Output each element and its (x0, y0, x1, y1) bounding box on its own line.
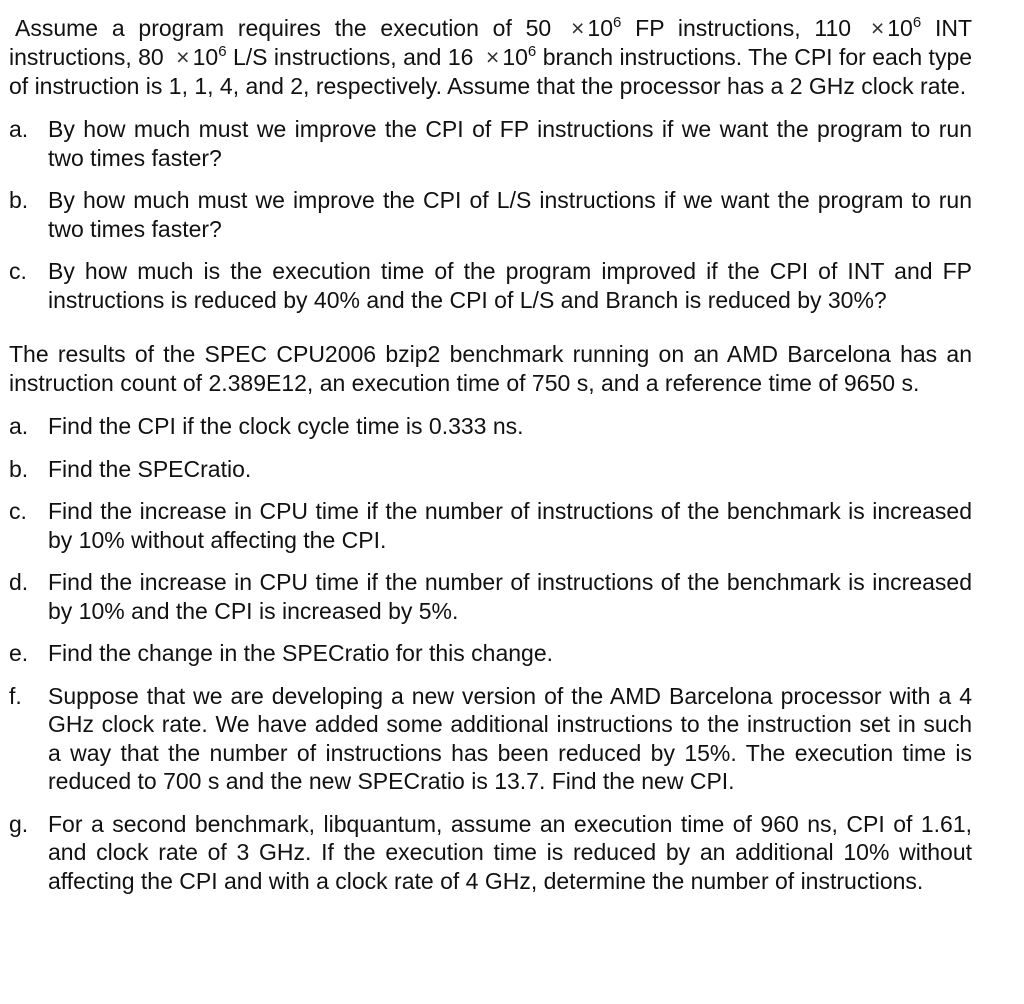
item-marker: g. (9, 810, 29, 837)
ten: 10 (502, 44, 528, 70)
exponent: 6 (527, 43, 537, 60)
item-text: Find the increase in CPU time if the number of instructions of the benchmark is increased by 10% and the CPI is increased by 5%. (48, 569, 972, 624)
times-symbol: × (176, 44, 190, 70)
item-text: Find the increase in CPU time if the number of instructions of the benchmark is increased by 10% without affecting the CPI. (48, 498, 972, 553)
exponent: 6 (912, 14, 922, 31)
item-text: By how much is the execution time of the program improved if the CPI of INT and FP instructions is reduced by 40% and the CPI of L/S and Branch is reduced by 30%? (48, 258, 972, 313)
exponent: 6 (218, 43, 227, 60)
list-item (9, 497, 972, 554)
intro-text-2: FP instructions, 110 (635, 15, 852, 41)
exponent: 6 (613, 14, 622, 31)
ten: 10 (192, 44, 219, 70)
question2-intro: The results of the SPEC CPU2006 bzip2 benchmark running on an AMD Barcelona has an instruction count of 2.389E12, an execution time of 750 s, and a reference time of 9650 s. (9, 341, 972, 396)
intro-text-3: INT instructions, 80 (9, 15, 973, 70)
item-marker: d. (9, 569, 29, 595)
item-marker: b. (9, 455, 29, 482)
item-marker: b. (9, 187, 29, 213)
item-marker: c. (9, 258, 27, 284)
item-text: Suppose that we are developing a new version of the AMD Barcelona processor with a 4 GHz clock rate. We have added some additional instructions to the instruction set in such a way that the number of instructions has been reduced by 15%. The execution time is reduced to 700 s and the new SPECratio is 13.7. Find the new CPI. (48, 682, 972, 794)
list-item (9, 639, 972, 668)
list-item (9, 115, 972, 172)
times-symbol: × (485, 44, 500, 70)
times-symbol: × (870, 15, 885, 41)
item-marker: f. (9, 682, 22, 709)
question2-list (9, 412, 972, 895)
item-marker: c. (9, 498, 27, 524)
ten: 10 (887, 15, 913, 41)
item-text: By how much must we improve the CPI of FP instructions if we want the program to run two times faster? (48, 116, 972, 171)
list-item (9, 257, 972, 314)
item-text: Find the change in the SPECratio for this change. (48, 640, 554, 666)
item-text: For a second benchmark, libquantum, assume an execution time of 960 ns, CPI of 1.61, and clock rate of 3 GHz. If the execution time is reduced by an additional 10% without affecting the CPI and with a clock rate of 4 GHz, determine the number of instructions. (48, 810, 972, 894)
list-item (9, 810, 972, 896)
list-item (9, 455, 972, 484)
item-marker: a. (9, 116, 29, 142)
item-marker: a. (9, 413, 29, 439)
item-text: Find the CPI if the clock cycle time is 0.333 ns. (48, 413, 524, 439)
item-marker: e. (9, 640, 29, 666)
list-item (9, 412, 972, 441)
intro-text-1: Assume a program requires the execution of 50 (15, 15, 552, 41)
list-item (9, 568, 972, 625)
item-text: By how much must we improve the CPI of L/S instructions if we want the program to run two times faster? (48, 187, 972, 242)
intro-text-4: L/S instructions, and 16 (232, 44, 474, 70)
ten: 10 (587, 15, 614, 41)
question1-intro (9, 14, 972, 101)
question1-list (9, 115, 972, 314)
item-text: Find the SPECratio. (48, 455, 252, 482)
list-item (9, 186, 972, 243)
times-symbol: × (570, 15, 585, 41)
intro-text-5: branch instructions. The CPI for each type of instruction is 1, 1, 4, and 2, respectively. Assume that the processor has a 2 GHz clock rate. (9, 44, 973, 99)
list-item (9, 682, 972, 796)
